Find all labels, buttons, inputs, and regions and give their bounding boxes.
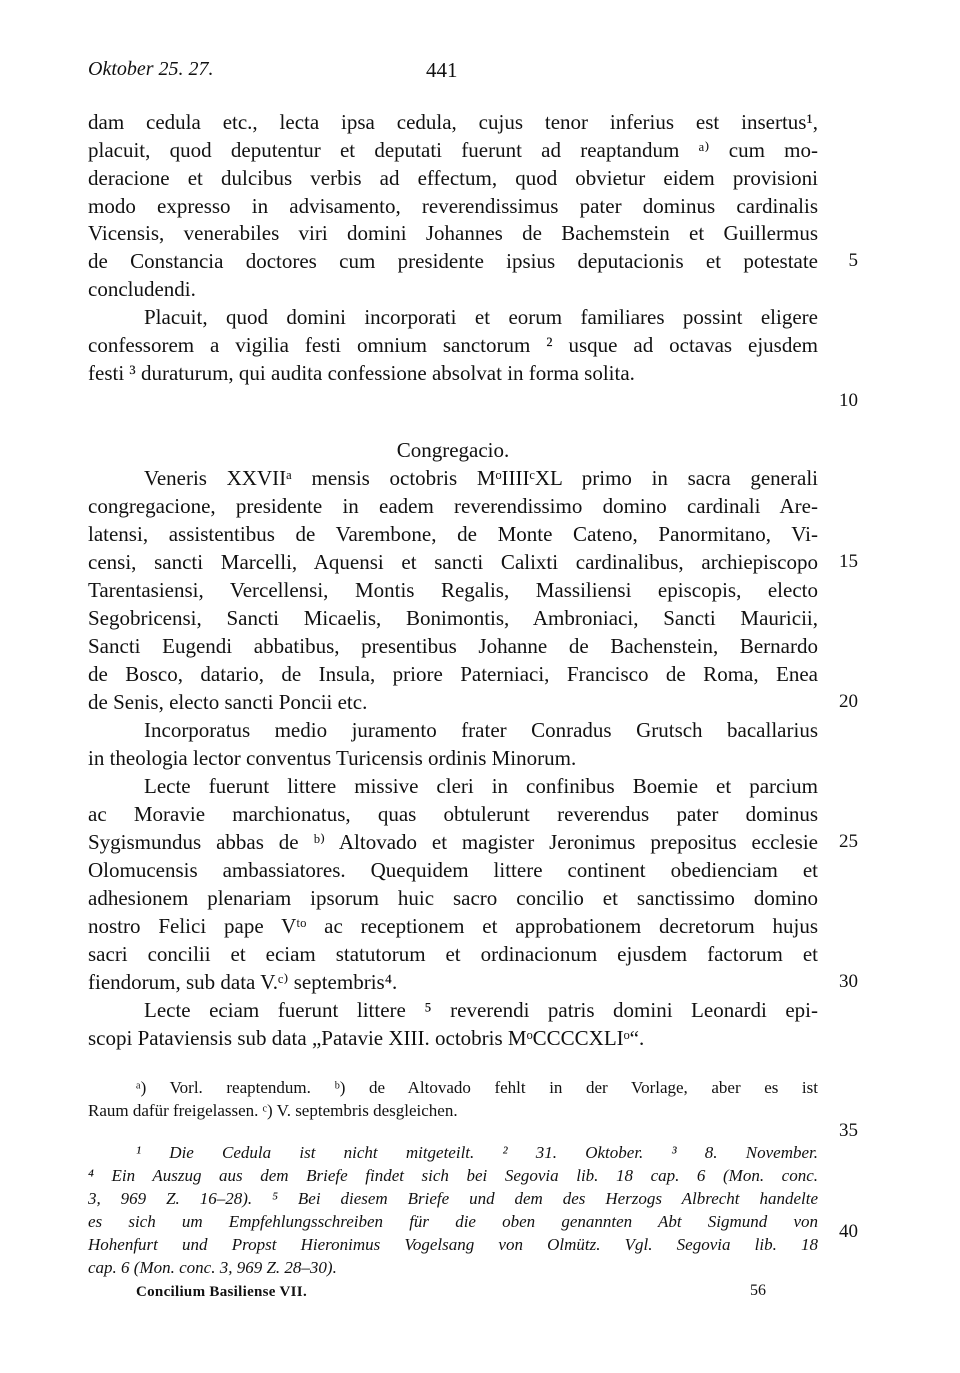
body-line: deracione et dulcibus verbis ad effectum, quod obvietur eidem provisioni: [88, 166, 818, 190]
body-line: Incorporatus medio juramento frater Conradus Grutsch bacallarius: [144, 718, 818, 742]
margin-line-number: 5: [848, 250, 858, 271]
body-line: Sygismundus abbas de ᵇ⁾ Altovado et magister Jeronimus prepositus ecclesie: [88, 830, 818, 854]
footnote: es sich um Empfehlungsschreiben für die oben genannten Abt Sigmund von: [88, 1212, 818, 1231]
body-line: in theologia lector conventus Turicensis ordinis Minorum.: [88, 746, 577, 770]
body-line: de Constancia doctores cum presidente ipsius deputacionis et potestate: [88, 249, 818, 273]
body-line: dam cedula etc., lecta ipsa cedula, cujus tenor inferius est insertus¹,: [88, 110, 818, 134]
body-line: Sancti Eugendi abbatibus, presentibus Johanne de Bachenstein, Bernardo: [88, 634, 818, 658]
series-title: Concilium Basiliense VII.: [136, 1284, 307, 1300]
running-title: Oktober 25. 27.: [88, 58, 214, 80]
margin-line-number: 35: [839, 1120, 858, 1141]
margin-line-number: 25: [839, 831, 858, 852]
body-line: Placuit, quod domini incorporati et eorum familiares possint eligere: [144, 305, 818, 329]
margin-line-number: 40: [839, 1221, 858, 1242]
footnote: 3, 969 Z. 16–28). ⁵ Bei diesem Briefe und dem des Herzogs Albrecht handelte: [88, 1189, 818, 1208]
body-line: fiendorum, sub data V.ᶜ⁾ septembris⁴.: [88, 970, 398, 994]
body-line: de Bosco, datario, de Insula, priore Paterniaci, Francisco de Roma, Enea: [88, 662, 818, 686]
margin-line-number: 20: [839, 691, 858, 712]
body-line: Lecte fuerunt littere missive cleri in confinibus Boemie et parcium: [144, 774, 818, 798]
page-header: [88, 58, 828, 88]
body-line: sacri concilii et eciam statutorum et ordinacionum ejusdem factorum et: [88, 942, 818, 966]
body-line: de Senis, electo sancti Poncii etc.: [88, 690, 368, 714]
body-line: scopi Pataviensis sub data „Patavie XIII. octobris MᵒCCCCXLIᵒ“.: [88, 1026, 645, 1050]
body-line: placuit, quod deputentur et deputati fuerunt ad reaptandum ᵃ⁾ cum mo-: [88, 138, 818, 162]
body-line: modo expresso in advisamento, reverendissimus pater dominus cardinalis: [88, 194, 818, 218]
body-line: adhesionem plenariam ipsorum huic sacro concilio et sanctissimo domino: [88, 886, 818, 910]
variant-note: Raum dafür freigelassen. ᶜ) V. septembris desgleichen.: [88, 1101, 458, 1120]
body-line: ac Moravie marchionatus, quas obtulerunt reverendus pater dominus: [88, 802, 818, 826]
footnote: Hohenfurt und Propst Hieronimus Vogelsang von Olmütz. Vgl. Segovia lib. 18: [88, 1235, 818, 1254]
margin-line-number: 15: [839, 551, 858, 572]
body-line: nostro Felici pape Vᵗᵒ ac receptionem et approbationem decretorum hujus: [88, 914, 818, 938]
body-line: Lecte eciam fuerunt littere ⁵ reverendi patris domini Leonardi epi-: [144, 998, 818, 1022]
body-line: latensi, assistentibus de Varembone, de Monte Cateno, Panormitano, Vi-: [88, 522, 818, 546]
signature-mark: 56: [750, 1282, 766, 1299]
body-line: Vicensis, venerabiles viri domini Johannes de Bachemstein et Guillermus: [88, 221, 818, 245]
page-number: 441: [426, 58, 458, 82]
body-line: Veneris XXVIIᵃ mensis octobris MᵒIIIIᶜXL primo in sacra generali: [144, 466, 818, 490]
margin-line-number: 30: [839, 971, 858, 992]
body-line: Tarentasiensi, Vercellensi, Montis Regalis, Massiliensi episcopis, electo: [88, 578, 818, 602]
body-line: Olomucensis ambassiatores. Quequidem littere continent obedienciam et: [88, 858, 818, 882]
body-line: festi ³ duraturum, qui audita confessione absolvat in forma solita.: [88, 361, 635, 385]
body-line: concludendi.: [88, 277, 196, 301]
body-line: confessorem a vigilia festi omnium sanctorum ² usque ad octavas ejusdem: [88, 333, 818, 357]
body-line: censi, sancti Marcelli, Aquensi et sancti Calixti cardinalibus, archiepiscopo: [88, 550, 818, 574]
body-line: Segobricensi, Sancti Micaelis, Bonimontis, Ambroniaci, Sancti Mauricii,: [88, 606, 818, 630]
body-line: congregacione, presidente in eadem reverendissimo domino cardinali Are-: [88, 494, 818, 518]
footnote: ⁴ Ein Auszug aus dem Briefe findet sich bei Segovia lib. 18 cap. 6 (Mon. conc.: [88, 1166, 818, 1185]
variant-note: ᵃ) Vorl. reaptendum. ᵇ) de Altovado fehlt in der Vorlage, aber es ist: [136, 1078, 818, 1097]
margin-line-number: 10: [839, 390, 858, 411]
section-heading: Congregacio.: [396, 438, 510, 462]
footnote: ¹ Die Cedula ist nicht mitgeteilt. ² 31. Oktober. ³ 8. November.: [136, 1143, 818, 1162]
footnote: cap. 6 (Mon. conc. 3, 969 Z. 28–30).: [88, 1258, 337, 1277]
